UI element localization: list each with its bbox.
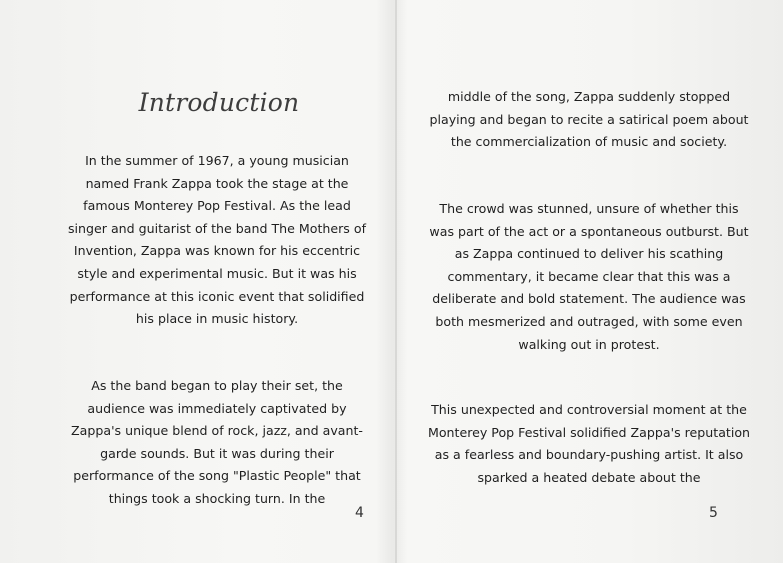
right-page xyxy=(397,0,783,563)
left-paragraph-1: In the summer of 1967, a young musician named Frank Zappa took the stage at the famous Monterey Pop Festival. As the lead singer and guitarist of the band The Mothers of Invention, Zappa was known for his eccentric style and experimental music. But it was his performance at this iconic event that solidified his place in music history. xyxy=(67,153,367,327)
right-paragraph-1: middle of the song, Zappa suddenly stopped playing and began to recite a satirical poem about the commercialization of music and society. xyxy=(429,89,749,150)
page-number-left: 4 xyxy=(355,505,364,521)
right-paragraph-2: The crowd was stunned, unsure of whether this was part of the act or a spontaneous outburst. But as Zappa continued to deliver his scathing commentary, it became clear that this was a deliberate and bold statement. The audience was both mesmerized and outraged, with some even walking out in protest. xyxy=(429,201,749,352)
page-number-right: 5 xyxy=(709,505,718,521)
chapter-heading: Introduction xyxy=(138,88,300,117)
right-paragraph-3: This unexpected and controversial moment at the Monterey Pop Festival solidified Zappa's reputation as a fearless and boundary-pushing artist. It also sparked a heated debate about the xyxy=(427,402,751,485)
left-paragraph-2: As the band began to play their set, the audience was immediately captivated by Zappa's unique blend of rock, jazz, and avant-garde sounds. But it was during their performance of the song "Plastic People" that things took a shocking turn. In the xyxy=(71,378,363,506)
